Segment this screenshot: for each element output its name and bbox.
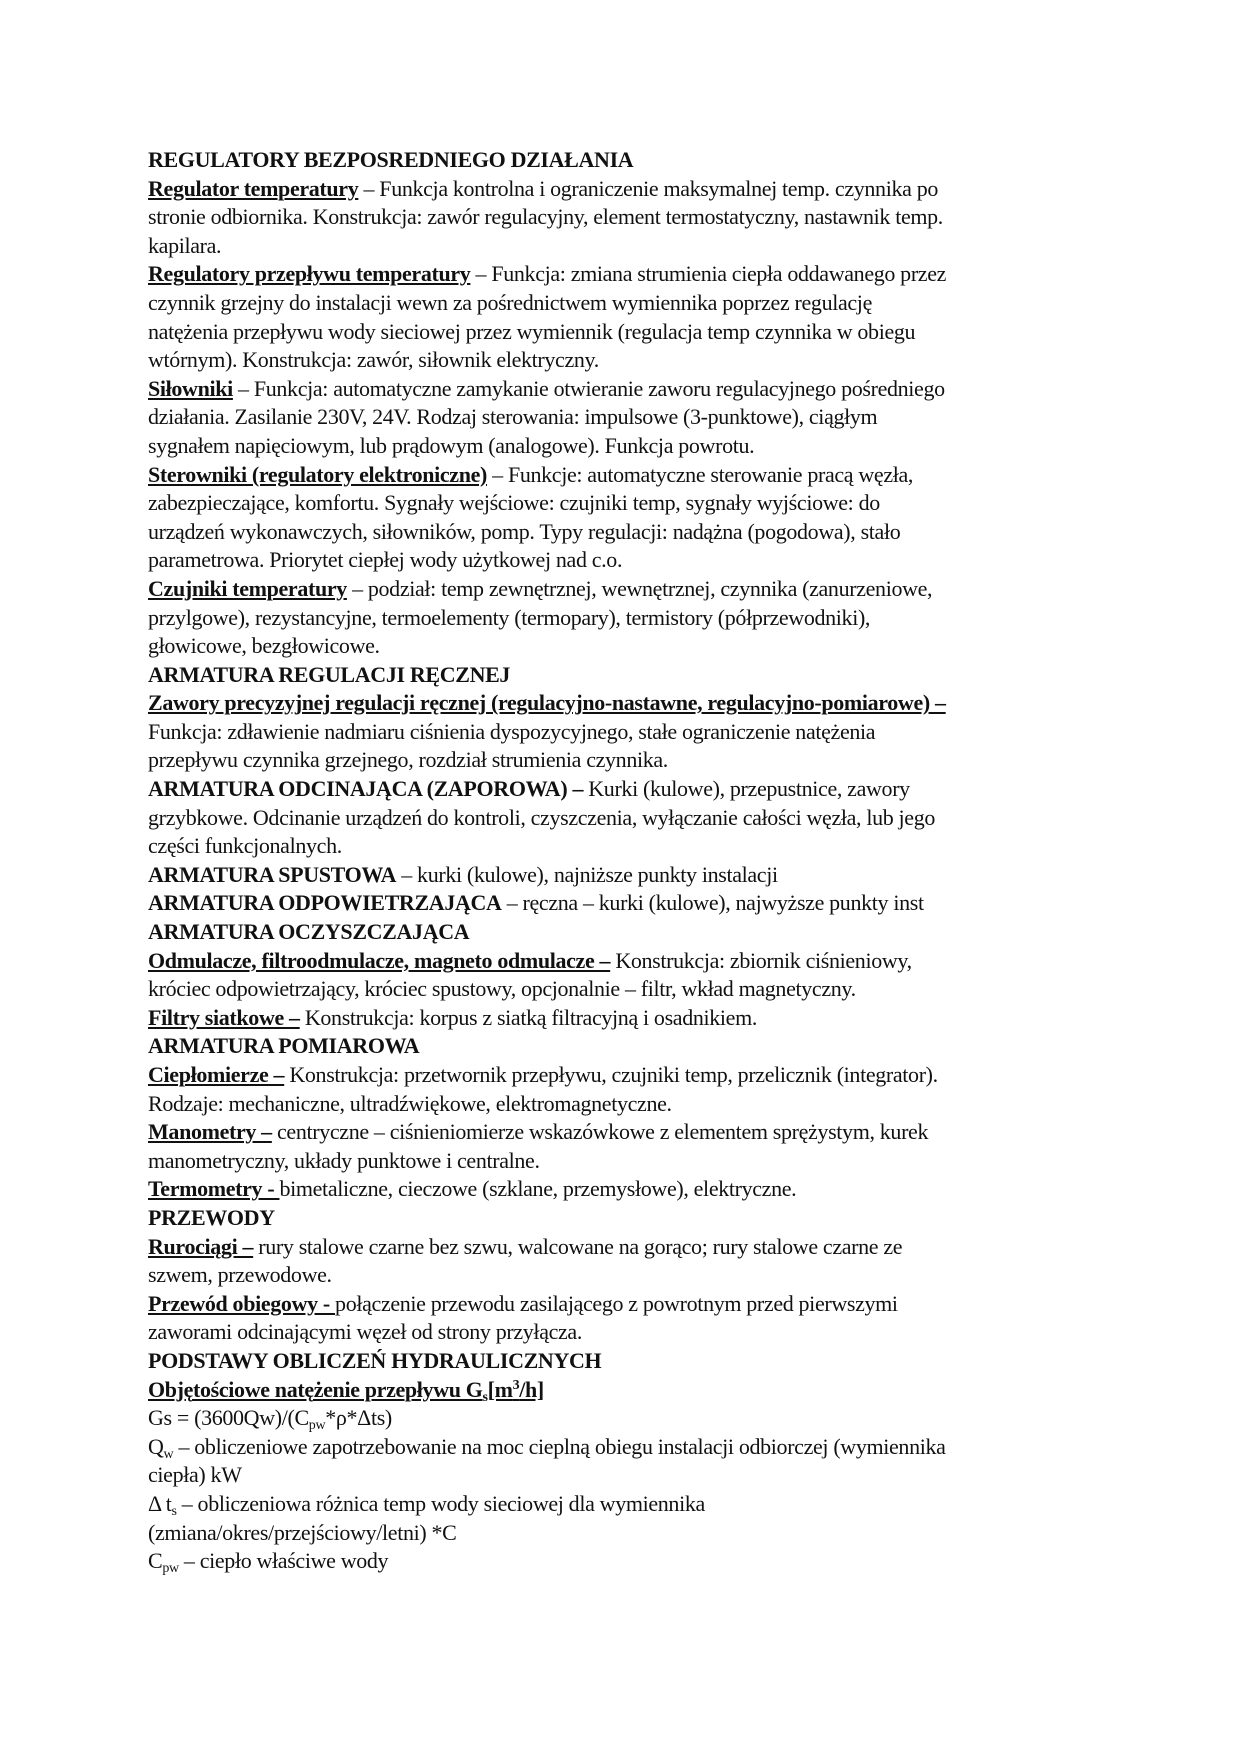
entry-manometers: Manometry – centryczne – ciśnieniomierze wskazówkowe z elementem sprężystym, kurek xyxy=(148,1119,929,1145)
text-line: zaworami odcinającymi węzeł od strony przyłącza. xyxy=(148,1319,582,1345)
text-line: parametrowa. Priorytet ciepłej wody użytkowej nad c.o. xyxy=(148,547,623,573)
entry-temperature-regulator: Regulator temperatury – Funkcja kontrolna i ograniczenie maksymalnej temp. czynnika po xyxy=(148,175,938,201)
term: Filtry siatkowe – xyxy=(148,1004,300,1030)
document-page xyxy=(148,146,1098,1576)
text-line: ciepła) kW xyxy=(148,1462,242,1488)
entry-heat-meters: Ciepłomierze – Konstrukcja: przetwornik przepływu, czujniki temp, przelicznik (integrator). xyxy=(148,1062,938,1087)
term: Manometry – xyxy=(148,1119,272,1145)
term: Sterowniki (regulatory elektroniczne) xyxy=(148,461,487,487)
term: ARMATURA ODPOWIETRZAJĄCA xyxy=(148,890,502,916)
entry-drain-fittings: ARMATURA SPUSTOWA – kurki (kulowe), najniższe punkty instalacji xyxy=(148,861,778,887)
term: Czujniki temperatury xyxy=(148,575,347,601)
text-line: głowicowe, bezgłowicowe. xyxy=(148,633,380,659)
entry-thermometers: Termometry - bimetaliczne, cieczowe (szklane, przemysłowe), elektryczne. xyxy=(148,1176,797,1202)
text-line: natężenia przepływu wody sieciowej przez wymiennik (regulacja temp czynnika w obiegu xyxy=(148,318,916,344)
definition-qw: $Q_w$ – obliczeniowe zapotrzebowanie na moc cieplną obiegu instalacji odbiorczej (wymiennika xyxy=(148,1433,946,1462)
text-line: stronie odbiornika. Konstrukcja: zawór regulacyjny, element termostatyczny, nastawnik temp. xyxy=(148,204,943,230)
text-line: przepływu czynnika grzejnego, rozdział strumienia czynnika. xyxy=(148,747,668,773)
term: ARMATURA ODCINAJĄCA (ZAPOROWA) – xyxy=(148,776,584,802)
text-line: kapilara. xyxy=(148,232,222,258)
entry-shutoff-fittings: ARMATURA ODCINAJĄCA (ZAPOROWA) – Kurki (kulowe), przepustnice, zawory xyxy=(148,776,910,802)
text-line: szwem, przewodowe. xyxy=(148,1262,332,1288)
entry-precision-valves: Zawory precyzyjnej regulacji ręcznej (regulacyjno-nastawne, regulacyjno-pomiarowe) – xyxy=(148,690,946,716)
entry-flow-regulators: Regulatory przepływu temperatury – Funkcja: zmiana strumienia ciepła oddawanego przez xyxy=(148,261,947,287)
document-title: REGULATORY BEZPOSREDNIEGO DZIAŁANIA xyxy=(148,147,634,172)
entry-volumetric-flow: Objętościowe natężenie przepływu $G_s[m^3/h]$ xyxy=(148,1376,544,1405)
entry-temperature-sensors: Czujniki temperatury – podział: temp zewnętrznej, wewnętrznej, czynnika (zanurzeniowe, xyxy=(148,575,933,601)
entry-pipelines: Rurociągi – rury stalowe czarne bez szwu, walcowane na gorąco; rury stalowe czarne ze xyxy=(148,1233,903,1259)
term: Przewód obiegowy - xyxy=(148,1290,336,1316)
text-line: części funkcjonalnych. xyxy=(148,833,342,859)
entry-venting-fittings: ARMATURA ODPOWIETRZAJĄCA – ręczna – kurki (kulowe), najwyższe punkty inst xyxy=(148,890,924,916)
term: Odmulacze, filtroodmulacze, magneto odmulacze – xyxy=(148,947,611,973)
text-line: sygnałem napięciowym, lub prądowym (analogowe). Funkcja powrotu. xyxy=(148,432,755,458)
term: Termometry - xyxy=(148,1176,280,1202)
term: Ciepłomierze – xyxy=(148,1062,285,1087)
term: Siłowniki xyxy=(148,375,233,401)
text-line: działania. Zasilanie 230V, 24V. Rodzaj sterowania: impulsowe (3-punktowe), ciągłym xyxy=(148,404,878,430)
text-line: wtórnym). Konstrukcja: zawór, siłownik elektryczny. xyxy=(148,347,599,373)
text-line: Rodzaje: mechaniczne, ultradźwiękowe, elektromagnetyczne. xyxy=(148,1090,672,1116)
term: ARMATURA SPUSTOWA xyxy=(148,861,397,887)
text-line: czynnik grzejny do instalacji wewn za pośrednictwem wymiennika poprzez regulację xyxy=(148,289,872,315)
text-line: urządzeń wykonawczych, siłowników, pomp. Typy regulacji: nadążna (pogodowa), stało xyxy=(148,518,901,544)
definition-cpw: $C_{pw}$ – ciepło właściwe wody xyxy=(148,1548,389,1577)
entry-actuators: Siłowniki – Funkcja: automatyczne zamykanie otwieranie zaworu regulacyjnego pośredniego xyxy=(148,375,945,401)
text-line: Funkcja: zdławienie nadmiaru ciśnienia dyspozycyjnego, stałe ograniczenie natężenia xyxy=(148,718,876,744)
section-heading: PODSTAWY OBLICZEŃ HYDRAULICZNYCH xyxy=(148,1347,602,1373)
definition-delta-ts: Δ $t_s$ – obliczeniowa różnica temp wody sieciowej dla wymiennika xyxy=(148,1490,705,1519)
text-line: króciec odpowietrzający, króciec spustowy, opcjonalnie – filtr, wkład magnetyczny. xyxy=(148,976,856,1002)
section-heading: PRZEWODY xyxy=(148,1204,275,1230)
section-heading: ARMATURA REGULACJI RĘCZNEJ xyxy=(148,661,511,687)
text-line: (zmiana/okres/przejściowy/letni) *C xyxy=(148,1519,457,1545)
text-line: przylgowe), rezystancyjne, termoelementy (termopary), termistory (półprzewodniki), xyxy=(148,604,871,630)
term: Regulator temperatury xyxy=(148,175,359,201)
entry-sludge-separators: Odmulacze, filtroodmulacze, magneto odmulacze – Konstrukcja: zbiornik ciśnieniowy, xyxy=(148,947,912,973)
formula: $Gs = (3600Qw)/(C_{pw}*\rho*\Delta ts)$ xyxy=(148,1405,392,1434)
entry-mesh-filters: Filtry siatkowe – Konstrukcja: korpus z siatką filtracyjną i osadnikiem. xyxy=(148,1004,757,1030)
term: Regulatory przepływu temperatury xyxy=(148,261,471,287)
text-line: manometryczny, układy punktowe i centralne. xyxy=(148,1147,540,1173)
section-heading: ARMATURA OCZYSZCZAJĄCA xyxy=(148,919,470,945)
term: Rurociągi – xyxy=(148,1233,254,1259)
text-line: grzybkowe. Odcinanie urządzeń do kontroli, czyszczenia, wyłączanie całości węzła, lub jego xyxy=(148,804,936,830)
entry-circulation-pipe: Przewód obiegowy - połączenie przewodu zasilającego z powrotnym przed pierwszymi xyxy=(148,1290,898,1316)
text-line: zabezpieczające, komfortu. Sygnały wejściowe: czujniki temp, sygnały wyjściowe: do xyxy=(148,490,880,516)
section-heading: ARMATURA POMIAROWA xyxy=(148,1033,420,1059)
entry-controllers: Sterowniki (regulatory elektroniczne) – Funkcje: automatyczne sterowanie pracą węzła, xyxy=(148,461,914,487)
